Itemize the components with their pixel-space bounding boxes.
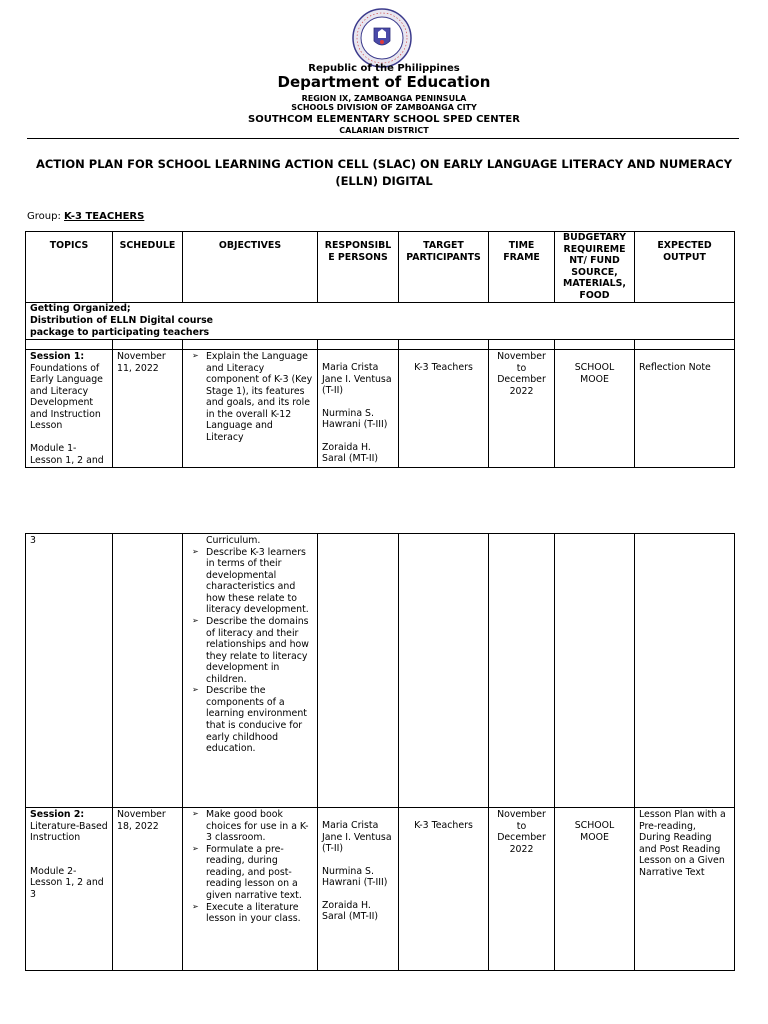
session-1-objective-1-end: Curriculum.: [206, 535, 261, 546]
group-label: Group:: [27, 211, 61, 222]
session-1-continued-row: [26, 534, 735, 808]
col-target: TARGET PARTICIPANTS: [399, 232, 489, 303]
session-2-budget: SCHOOL MOOE: [555, 808, 635, 971]
session-2-person-1: Maria Crista Jane I. Ventusa (T-II): [322, 820, 392, 855]
session-1-time-frame: November to December 2022: [489, 350, 555, 468]
session-2-row: [26, 808, 735, 971]
republic-line: Republic of the Philippines: [308, 63, 460, 74]
getting-organized-line-1: Getting Organized;: [30, 303, 131, 315]
col-time-frame: TIME FRAME: [489, 232, 555, 303]
session-2-topic: [26, 808, 113, 971]
session-1-person-2: Nurmina S. Hawrani (T-III): [322, 407, 388, 431]
session-1-schedule: November 11, 2022: [113, 350, 183, 468]
region-line: REGION IX, ZAMBOANGA PENINSULA: [301, 94, 467, 103]
getting-organized-row: [26, 303, 735, 340]
col-topics: TOPICS: [26, 232, 113, 303]
title-line-1: ACTION PLAN FOR SCHOOL LEARNING ACTION CELL (SLAC) ON EARLY LANGUAGE LITERACY AND NUMERACY: [35, 157, 733, 171]
session-1-objective-1: ➢ Explain the Language and Literacy component of K-3 (Key Stage 1), its features and goals, and its role in the overall K-12 Language and Literacy: [206, 351, 313, 444]
session-1-objective-3: ➢ Describe the domains of literacy and their relationships and how they relate to literacy development in children.: [206, 616, 313, 685]
session-1-person-1: Maria Crista Jane I. Ventusa (T-II): [322, 362, 392, 397]
action-plan-table-page-2: [25, 533, 735, 971]
header-divider: [27, 138, 739, 139]
session-2-objective-3: ➢ Execute a literature lesson in your class.: [206, 902, 313, 925]
col-output: EXPECTED OUTPUT: [635, 232, 735, 303]
session-1-objectives-continued: [183, 534, 318, 808]
table-header-row: [26, 232, 735, 303]
division-line: SCHOOLS DIVISION OF ZAMBOANGA CITY: [291, 103, 477, 112]
session-1-responsible: [318, 350, 399, 468]
group-value: K-3 TEACHERS: [64, 211, 145, 222]
document-title: [28, 156, 740, 189]
session-2-objectives: [183, 808, 318, 971]
session-2-objective-2: ➢ Formulate a pre-reading, during reading, and post-reading lesson on a given narrative text.: [206, 844, 313, 902]
session-1-budget: SCHOOL MOOE: [555, 350, 635, 468]
session-2-person-3: Zoraida H. Saral (MT-II): [322, 899, 379, 923]
getting-organized-line-3: package to participating teachers: [30, 326, 210, 338]
deped-seal-icon: [352, 8, 412, 68]
session-1-topic-text: Foundations of Early Language and Literacy Development and Instruction Lesson: [30, 362, 103, 432]
col-budget: BUDGETARY REQUIREME NT/ FUND SOURCE, MATERIALS, FOOD: [555, 232, 635, 303]
session-1-objective-4: ➢ Describe the components of a learning environment that is conducive for early childhood education.: [206, 685, 313, 754]
session-2-responsible: [318, 808, 399, 971]
session-2-time-frame: November to December 2022: [489, 808, 555, 971]
getting-organized-cell: [26, 303, 735, 340]
session-1-topic: [26, 350, 113, 468]
session-1-module-continued: 3: [26, 534, 113, 808]
school-name: SOUTHCOM ELEMENTARY SCHOOL SPED CENTER: [248, 114, 520, 125]
department-name: Department of Education: [277, 73, 491, 91]
session-1-module: Module 1- Lesson 1, 2 and: [30, 443, 104, 466]
getting-organized-line-2: Distribution of ELLN Digital course: [30, 314, 214, 326]
session-2-module: Module 2- Lesson 1, 2 and 3: [30, 865, 104, 900]
session-2-participants: K-3 Teachers: [399, 808, 489, 971]
col-schedule: SCHEDULE: [113, 232, 183, 303]
group-line: [27, 211, 144, 222]
action-plan-table-page-1: [25, 231, 735, 468]
session-1-objectives: [183, 350, 318, 468]
session-2-label: Session 2:: [30, 809, 85, 820]
col-responsible: RESPONSIBL E PERSONS: [318, 232, 399, 303]
session-2-output: Lesson Plan with a Pre-reading, During Reading and Post Reading Lesson on a Given Narrative Text: [635, 808, 735, 971]
title-line-2: (ELLN) DIGITAL: [335, 173, 433, 188]
col-objectives: OBJECTIVES: [183, 232, 318, 303]
session-1-participants: K-3 Teachers: [399, 350, 489, 468]
spacer-row: [26, 340, 735, 350]
session-2-objective-1: ➢ Make good book choices for use in a K-3 classroom.: [206, 809, 313, 844]
session-1-output: Reflection Note: [635, 350, 735, 468]
session-2-person-2: Nurmina S. Hawrani (T-III): [322, 865, 388, 889]
session-1-label: Session 1:: [30, 351, 85, 363]
session-2-topic-text: Literature-Based Instruction: [30, 820, 108, 844]
session-1-person-3: Zoraida H. Saral (MT-II): [322, 441, 379, 465]
session-1-objective-2: ➢ Describe K-3 learners in terms of their developmental characteristics and how these relate to literacy development.: [206, 547, 313, 616]
session-1-row: [26, 350, 735, 468]
session-2-schedule: November 18, 2022: [113, 808, 183, 971]
district-line: CALARIAN DISTRICT: [339, 126, 429, 135]
